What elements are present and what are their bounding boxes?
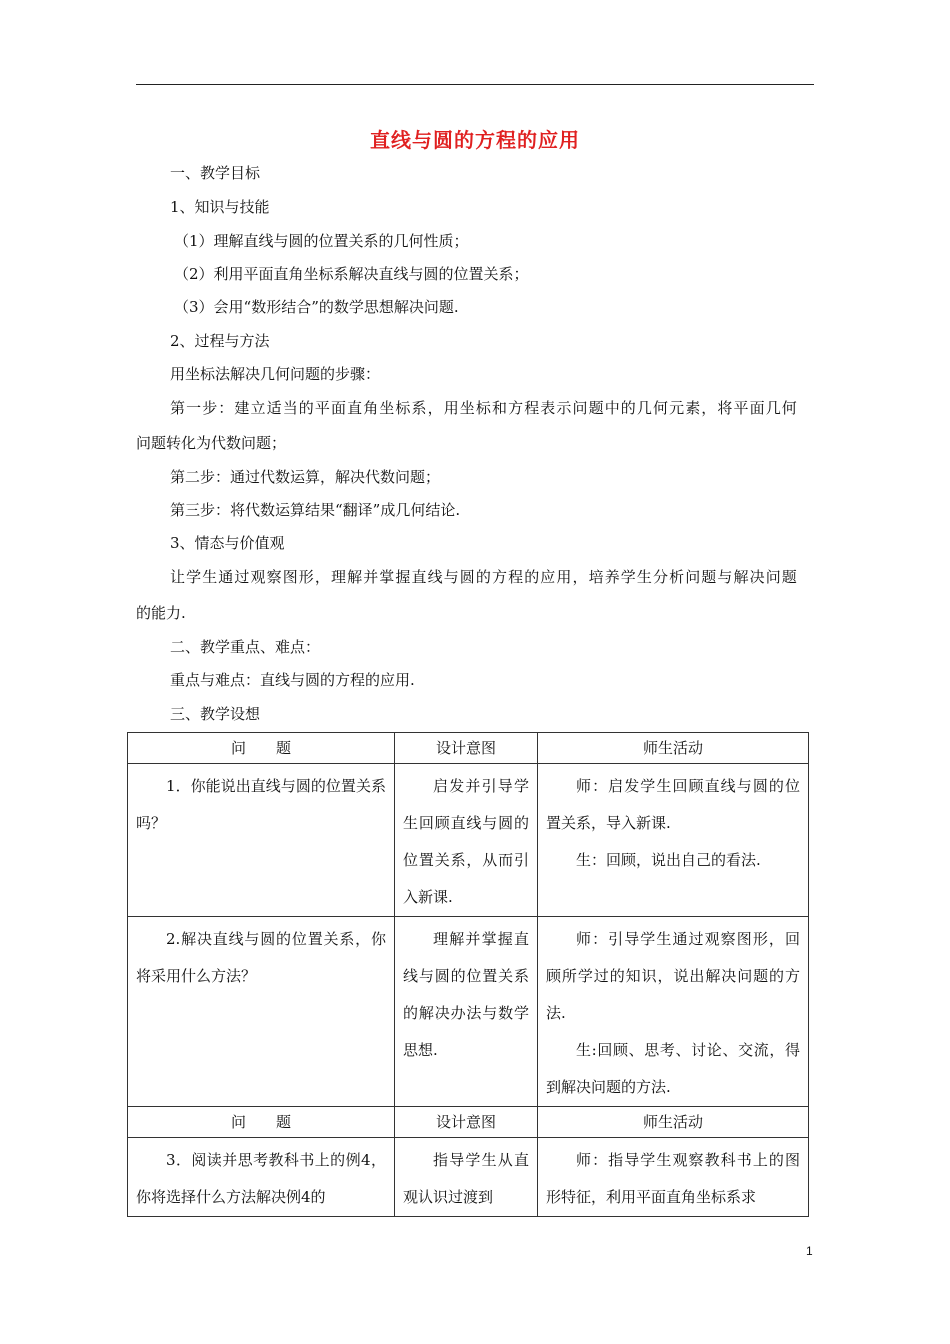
subheading-process: 2、过程与方法	[170, 332, 270, 350]
cell-problem: 1．你能说出直线与圆的位置关系吗？	[128, 764, 395, 917]
student-activity: 生：回顾，说出自己的看法.	[576, 851, 761, 869]
step1-line2: 问题转化为代数问题；	[136, 434, 287, 452]
teacher-activity: 师：启发学生回顾直线与圆的位置关系，导入新课.	[546, 777, 800, 832]
step3: 第三步：将代数运算结果“翻译”成几何结论.	[170, 501, 461, 519]
section-heading-objectives: 一、教学目标	[170, 164, 261, 182]
document-title: 直线与圆的方程的应用	[370, 128, 580, 152]
process-intro: 用坐标法解决几何问题的步骤：	[170, 365, 381, 383]
cell-activity	[538, 764, 809, 917]
table-row	[128, 1138, 809, 1217]
section-heading-keypoints: 二、教学重点、难点：	[170, 638, 321, 656]
page-number: 1	[806, 1244, 813, 1258]
header-activity: 师生活动	[538, 733, 809, 764]
table-row	[128, 764, 809, 917]
values-line1: 让学生通过观察图形，理解并掌握直线与圆的方程的应用，培养学生分析问题与解决问题	[170, 568, 798, 586]
step1-line1: 第一步：建立适当的平面直角坐标系，用坐标和方程表示问题中的几何元素，将平面几何	[170, 399, 798, 417]
keypoints-text: 重点与难点：直线与圆的方程的应用.	[170, 671, 415, 689]
cell-intent: 指导学生从直观认识过渡到	[395, 1138, 538, 1217]
teaching-design-table	[127, 732, 809, 1217]
knowledge-item-1: （1）理解直线与圆的位置关系的几何性质；	[174, 232, 469, 250]
knowledge-item-3: （3）会用“数形结合”的数学思想解决问题.	[174, 298, 459, 316]
knowledge-item-2: （2）利用平面直角坐标系解决直线与圆的位置关系；	[174, 265, 529, 283]
values-line2: 的能力.	[136, 604, 186, 622]
step2: 第二步：通过代数运算，解决代数问题；	[170, 468, 441, 486]
cell-intent: 理解并掌握直线与圆的位置关系的解决办法与数学思想.	[395, 917, 538, 1107]
header-activity: 师生活动	[538, 1107, 809, 1138]
teacher-activity: 师：指导学生观察教科书上的图形特征，利用平面直角坐标系求	[546, 1151, 800, 1206]
cell-problem: 2.解决直线与圆的位置关系，你将采用什么方法？	[128, 917, 395, 1107]
cell-activity	[538, 917, 809, 1107]
header-intent: 设计意图	[395, 733, 538, 764]
header-intent: 设计意图	[395, 1107, 538, 1138]
cell-activity	[538, 1138, 809, 1217]
cell-intent: 启发并引导学生回顾直线与圆的位置关系，从而引入新课.	[395, 764, 538, 917]
table-header-row	[128, 1107, 809, 1138]
header-problem: 问 题	[128, 733, 395, 764]
table-row	[128, 917, 809, 1107]
teacher-activity: 师：引导学生通过观察图形，回顾所学过的知识，说出解决问题的方法.	[546, 930, 800, 1022]
table-header-row	[128, 733, 809, 764]
header-problem: 问 题	[128, 1107, 395, 1138]
header-rule	[136, 84, 814, 85]
subheading-values: 3、情态与价值观	[170, 534, 285, 552]
student-activity: 生:回顾、思考、讨论、交流，得到解决问题的方法.	[546, 1041, 800, 1096]
cell-problem: 3．阅读并思考教科书上的例4，你将选择什么方法解决例4的	[128, 1138, 395, 1217]
section-heading-design: 三、教学设想	[170, 705, 261, 723]
subheading-knowledge: 1、知识与技能	[170, 198, 270, 216]
